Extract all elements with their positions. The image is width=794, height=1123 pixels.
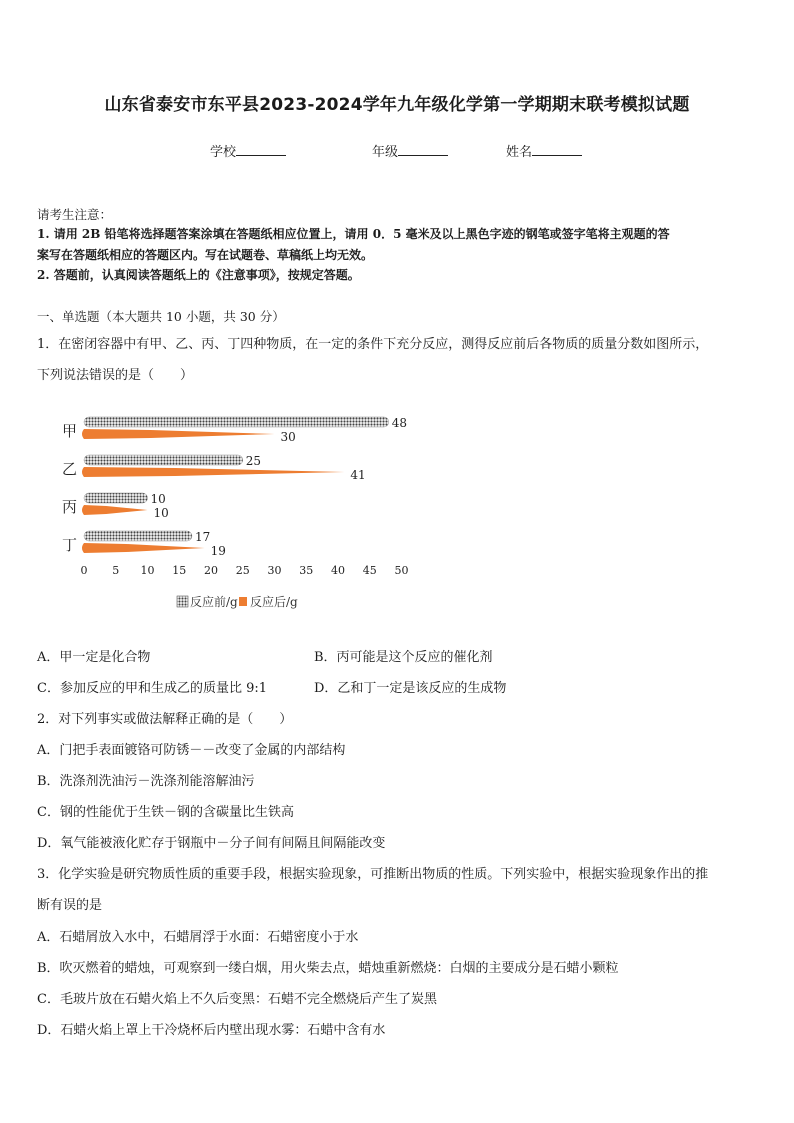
grade-label: 年级: [372, 145, 399, 160]
bar-after-label: 10: [153, 506, 169, 520]
q1-stem-line1: 1．在密闭容器中有甲、乙、丙、丁四种物质，在一定的条件下充分反应，测得反应前后各物质的质量分数如图所示，: [37, 337, 709, 352]
bar-after: [82, 429, 275, 439]
bar-before-label: 48: [391, 416, 408, 430]
q1-option-c[interactable]: C．参加反应的甲和生成乙的质量比 9:1: [37, 681, 268, 696]
q3-option-b[interactable]: B．吹灭燃着的蜡烛，可观察到一缕白烟，用火柴去点，蜡烛重新燃烧：白烟的主要成分是石蜡小颗粒: [37, 961, 619, 976]
q1-option-d[interactable]: D．乙和丁一定是该反应的生成物: [314, 681, 507, 696]
category-label: 乙: [62, 460, 78, 478]
notice-line-2: 2. 答题前，认真阅读答题纸上的《注意事项》，按规定答题。: [37, 268, 360, 282]
x-tick-label: 35: [299, 564, 314, 577]
x-tick-label: 20: [204, 564, 218, 577]
bar-before: [84, 455, 243, 465]
bar-before-label: 25: [245, 454, 262, 468]
q1-chart: [40, 405, 480, 620]
school-field: [210, 141, 286, 160]
bar-before: [84, 417, 389, 427]
legend-label-after: 反应后/g: [250, 595, 298, 609]
x-tick-label: 25: [235, 564, 250, 577]
bar-after-label: 41: [350, 468, 366, 482]
notice-line-1: 1. 请用 2B 铅笔将选择题答案涂填在答题纸相应位置上，请用 0．5 毫米及以上黑色字迹的钢笔或签字笔将主观题的答: [37, 227, 670, 241]
q3-option-c[interactable]: C．毛玻片放在石蜡火焰上不久后变黑：石蜡不完全燃烧后产生了炭黑: [37, 992, 437, 1007]
bar-before-label: 17: [194, 530, 211, 544]
bar-after: [82, 505, 148, 515]
notice-heading: 请考生注意：: [37, 207, 113, 222]
bar-after: [82, 543, 205, 553]
page-title: 山东省泰安市东平县2023-2024学年九年级化学第一学期期末联考模拟试题: [104, 95, 690, 115]
grade-field: [372, 141, 448, 160]
x-tick-label: 15: [172, 564, 187, 577]
q3-stem-line2: 断有误的是: [37, 898, 103, 913]
q3-option-a[interactable]: A．石蜡屑放入水中，石蜡屑浮于水面：石蜡密度小于水: [37, 930, 359, 945]
name-field: [506, 141, 582, 160]
name-blank[interactable]: [532, 143, 582, 156]
name-label: 姓名: [506, 145, 533, 160]
x-tick-label: 0: [80, 564, 88, 577]
q2-option-c[interactable]: C．钢的性能优于生铁－钢的含碳量比生铁高: [37, 805, 294, 820]
x-tick-label: 30: [267, 564, 282, 577]
bar-after-label: 19: [210, 544, 226, 558]
x-tick-label: 50: [394, 564, 409, 577]
grade-blank[interactable]: [398, 143, 448, 156]
section-heading: 一、单选题（本大题共 10 小题，共 30 分）: [37, 309, 285, 324]
q1-stem-line2: 下列说法错误的是（ ）: [37, 368, 194, 383]
bar-before: [84, 493, 148, 503]
notice-line-1b: 案写在答题纸相应的答题区内。写在试题卷、草稿纸上均无效。: [37, 248, 374, 262]
category-label: 丙: [62, 498, 78, 516]
school-label: 学校: [210, 145, 237, 160]
bar-before: [84, 531, 192, 541]
category-label: 甲: [62, 422, 78, 440]
q2-option-d[interactable]: D．氧气能被液化贮存于钢瓶中－分子间有间隔且间隔能改变: [37, 836, 386, 851]
legend-label-before: 反应前/g: [190, 595, 238, 609]
x-tick-label: 40: [331, 564, 345, 577]
q2-stem: 2．对下列事实或做法解释正确的是（ ）: [37, 712, 293, 727]
bar-before-label: 10: [150, 492, 166, 506]
x-tick-label: 5: [112, 564, 120, 577]
q1-option-a[interactable]: A．甲一定是化合物: [37, 650, 151, 665]
q2-option-a[interactable]: A．门把手表面镀铬可防锈－－改变了金属的内部结构: [37, 743, 346, 758]
x-tick-label: 10: [140, 564, 155, 577]
q3-stem-line1: 3．化学实验是研究物质性质的重要手段，根据实验现象，可推断出物质的性质。下列实验中，根据实验现象作出的推: [37, 867, 709, 882]
x-tick-label: 45: [362, 564, 377, 577]
category-label: 丁: [62, 536, 78, 554]
school-blank[interactable]: [236, 143, 286, 156]
legend-swatch-before: [177, 596, 188, 607]
q3-option-d[interactable]: D．石蜡火焰上罩上干冷烧杯后内壁出现水雾：石蜡中含有水: [37, 1023, 386, 1038]
bar-after-label: 30: [280, 430, 296, 444]
q2-option-b[interactable]: B．洗涤剂洗油污－洗涤剂能溶解油污: [37, 774, 255, 789]
bar-after: [82, 467, 344, 477]
legend-swatch-after: [239, 597, 247, 606]
q1-option-b[interactable]: B．丙可能是这个反应的催化剂: [314, 650, 493, 665]
